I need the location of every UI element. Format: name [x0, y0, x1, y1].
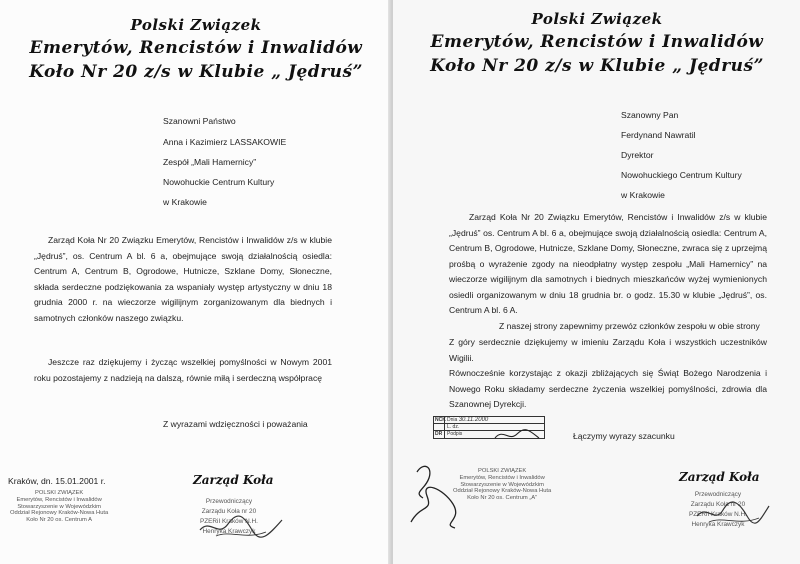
body-paragraph: Równocześnie korzystając z okazji zbliżających się Świąt Bożego Narodzenia i Nowego Roku składamy serdeczne życzenia wszelkiej pomyślności, zdrowia dla Szanownej Dyrekcji.: [449, 368, 767, 409]
signature-chairperson: [196, 510, 286, 544]
addressee-line: Ferdynand Nawratil: [621, 130, 696, 140]
addressee-line: Anna i Kazimierz LASSAKOWIE: [163, 137, 287, 147]
chairperson-stamp: Przewodniczący Zarządu Koła nr 20 PZERiI Kraków N.H. Henryka Krawczyk: [200, 498, 258, 535]
letter-right: [392, 0, 800, 564]
body-paragraph: Z góry serdecznie dziękujemy w imieniu Zarządu Koła i wszystkich uczestników Wigilii.: [449, 337, 767, 363]
addressee-line: Nowohuckiego Centrum Kultury: [621, 170, 742, 180]
addressee-line: Nowohuckie Centrum Kultury: [163, 177, 275, 187]
incoming-mail-stamp: NCK Dnia 30.11.2000 L. dz. DR Podpis: [433, 416, 545, 439]
closing: Z wyrazami wdzięczności i poważania: [163, 419, 308, 429]
letterhead-line1: Polski Związek: [531, 10, 663, 28]
letterhead-line1: Polski Związek: [130, 16, 262, 34]
body-paragraph: Z naszej strony zapewnimy przewóz członków zespołu w obie strony: [499, 321, 760, 331]
body-paragraph: Jeszcze raz dziękujemy i życząc wszelkiej pomyślności w Nowym 2001 roku pozostajemy z nadzieją na dalszą, równie miłą i serdeczną współpracę: [34, 357, 332, 383]
letterhead-line3: Koło Nr 20 z/s w Klubie „ Jędruś”: [29, 62, 363, 82]
letterhead-line2: Emerytów, Rencistów i Inwalidów: [430, 32, 764, 52]
board-title: Zarząd Koła: [679, 470, 760, 484]
signature-chairperson: [693, 498, 773, 530]
addressee-line: w Krakowie: [163, 197, 207, 207]
closing: Łączymy wyrazy szacunku: [573, 431, 675, 441]
signature-left: [403, 452, 463, 532]
greeting: Szanowni Państwo: [163, 116, 236, 126]
received-date: 30.11.2000: [458, 417, 489, 423]
body-paragraph: Zarząd Koła Nr 20 Związku Emerytów, Rencistów i Inwalidów z/s w klubie „Jędruś” os. Centrum A bl. 6 a, obejmujące swoją działalnością osiedla: Centrum A, Centrum B, Ogrodowe, Hutnicze, Szklane Domy, Słoneczne, zwraca się z uprzejmą prośbą o wyrażenie zgody na nieodpłatny występ zespołu „Mali Hamernicy” na wieczorze wigilijnym dla samotnych i biednych mieszkańców wyżej wymienionych osiedli organizowanym w dniu 18 grudnia br. o godz. 15.30 w klubie „Jędruś”, os. Centrum A bl. 6 A.: [449, 212, 767, 315]
addressee-line: Dyrektor: [621, 150, 654, 160]
association-stamp: POLSKI ZWIĄZEK Emerytów, Rencistów i Inwalidów Stowarzyszenie w Wojewódzkim Oddział Rejonowy Kraków-Nowa Huta Koło Nr 20 os. Centrum „A”: [453, 468, 552, 502]
association-stamp: POLSKI ZWIĄZEK Emerytów, Rencistów i Inwalidów Stowarzyszenie w Wojewódzkim Oddział Rejonowy Kraków-Nowa Huta Koło Nr 20 os. Centrum A: [10, 490, 109, 524]
letterhead-line2: Emerytów, Rencistów i Inwalidów: [29, 38, 363, 58]
body-paragraph: Zarząd Koła Nr 20 Związku Emerytów, Rencistów i Inwalidów z/s w klubie „Jędruś”, os. Centrum A bl. 6 a, obejmujące swoją działalnością osiedla: Centrum A, Centrum B, Ogrodowe, Hutnicze, Szklane Domy, Słoneczne, składa serdeczne podziękowania za wspaniały występ artystyczny w dniu 18 grudnia 2000 r. na wieczorze wigilijnym zorganizowanym dla biednych i samotnych członków naszego związku.: [34, 235, 332, 323]
letter-left: [0, 0, 392, 564]
letterhead-right: [393, 8, 800, 78]
letterhead-line3: Koło Nr 20 z/s w Klubie „ Jędruś”: [430, 56, 764, 76]
letterhead-left: [0, 14, 392, 84]
place-date: Kraków, dn. 15.01.2001 r.: [8, 476, 106, 486]
chairperson-stamp: Przewodniczący Zarządu Koła nr 20 PZERiI Kraków N.H. Henryka Krawczyk: [689, 491, 747, 528]
board-title: Zarząd Koła: [193, 473, 274, 487]
addressee-line: w Krakowie: [621, 190, 665, 200]
addressee-line: Zespół „Mali Hamernicy”: [163, 157, 257, 167]
greeting: Szanowny Pan: [621, 110, 679, 120]
signature-inbox: [493, 426, 543, 444]
